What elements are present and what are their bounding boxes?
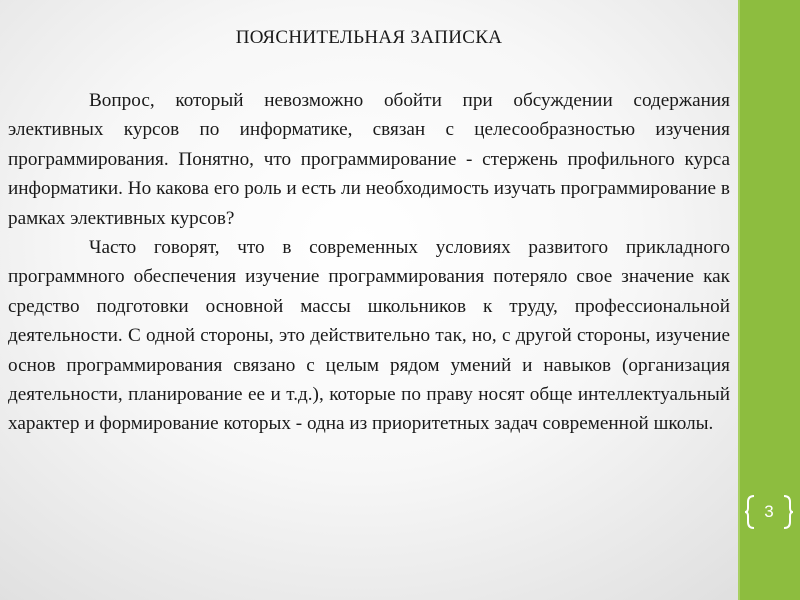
page-number-badge xyxy=(745,494,793,530)
page-title: ПОЯСНИТЕЛЬНАЯ ЗАПИСКА xyxy=(235,27,503,48)
page-number: 3 xyxy=(764,502,774,521)
sidebar-edge xyxy=(738,0,740,600)
explanatory-note-text xyxy=(8,86,730,439)
paragraph-2: Часто говорят, что в современных условиях развитого прикладного программного обеспечения изучение программирования потеряло свое значение как средство подготовки основной массы школьников к труду, профессиональной деятельности. С одной стороны, это действительно так, но, с другой стороны, изучение основ программирования связано с целым рядом умений и навыков (организация деятельности, планирование ее и т.д.), которые по праву носят обще интеллектуальный характер и формирование которых - одна из приоритетных задач современной школы. xyxy=(8,237,730,435)
paragraph-1: Вопрос, который невозможно обойти при обсуждении содержания элективных курсов по информатике, связан с целесообразностью изучения программирования. Понятно, что программирование - стержень профильного курса информатики. Но какова его роль и есть ли необходимость изучать программирование в рамках элективных курсов? xyxy=(8,90,730,229)
